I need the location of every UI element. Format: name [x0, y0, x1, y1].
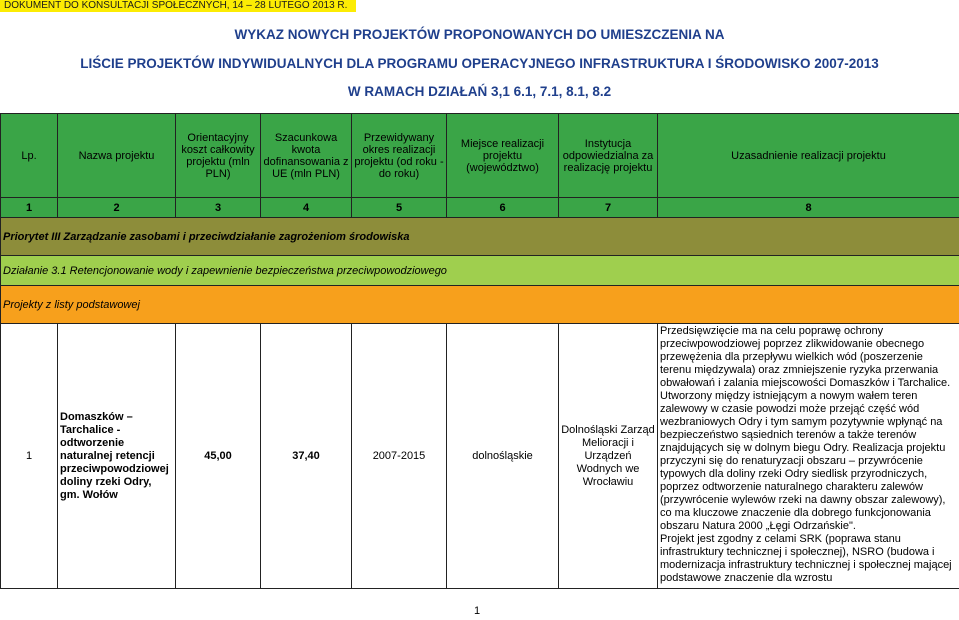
column-number: 6 — [447, 198, 559, 218]
column-number: 1 — [1, 198, 58, 218]
header-justification: Uzasadnienie realizacji projektu — [658, 114, 959, 198]
column-number: 8 — [658, 198, 959, 218]
list-label: Projekty z listy podstawowej — [1, 286, 959, 324]
document-title-line-1: WYKAZ NOWYCH PROJEKTÓW PROPONOWANYCH DO UMIESZCZENIA NA — [234, 27, 725, 42]
priority-row — [1, 218, 959, 256]
header-lp: Lp. — [1, 114, 58, 198]
row-project-name: Domaszków – Tarchalice - odtworzenie naturalnej retencji przeciwpowodziowej doliny rzeki Odry, gm. Wołów — [58, 324, 176, 589]
action-label: Działanie 3.1 Retencjonowanie wody i zapewnienie bezpieczeństwa przeciwpowodziowego — [1, 256, 959, 286]
row-cost: 45,00 — [176, 324, 261, 589]
column-number: 7 — [559, 198, 658, 218]
row-period: 2007-2015 — [352, 324, 447, 589]
row-justification — [658, 324, 959, 589]
justification-paragraph-2: Projekt jest zgodny z celami SRK (poprawa stanu infrastruktury technicznej i społecznej), NSRO (budowa i modernizacja infrastruktury technicznej i społecznej mającej podstawowe znaczenie dla wzrostu — [660, 533, 952, 584]
header-cost: Orientacyjny koszt całkowity projektu (mln PLN) — [176, 114, 261, 198]
column-number: 4 — [261, 198, 352, 218]
page-number: 1 — [474, 605, 481, 617]
list-row — [1, 286, 959, 324]
priority-label: Priorytet III Zarządzanie zasobami i przeciwdziałanie zagrożeniom środowiska — [1, 218, 959, 256]
document-title-line-2: LIŚCIE PROJEKTÓW INDYWIDUALNYCH DLA PROGRAMU OPERACYJNEGO INFRASTRUKTURA I ŚRODOWISKO 2007-2013 — [80, 56, 879, 71]
header-name: Nazwa projektu — [58, 114, 176, 198]
row-lp: 1 — [1, 324, 58, 589]
column-numbers-row — [1, 198, 959, 218]
consultation-note: DOKUMENT DO KONSULTACJI SPOŁECZNYCH, 14 – 28 LUTEGO 2013 R. — [0, 0, 356, 12]
header-funding: Szacunkowa kwota dofinansowania z UE (mln PLN) — [261, 114, 352, 198]
header-period: Przewidywany okres realizacji projektu (od roku - do roku) — [352, 114, 447, 198]
row-funding: 37,40 — [261, 324, 352, 589]
projects-table — [0, 113, 959, 589]
row-place: dolnośląskie — [447, 324, 559, 589]
document-title-line-3: W RAMACH DZIAŁAŃ 3,1 6.1, 7.1, 8.1, 8.2 — [347, 84, 612, 99]
header-place: Miejsce realizacji projektu (województwo) — [447, 114, 559, 198]
table-header-row — [1, 114, 959, 198]
column-number: 5 — [352, 198, 447, 218]
justification-paragraph-1: Przedsięwzięcie ma na celu poprawę ochrony przeciwpowodziowej poprzez zlikwidowanie obecnego przewężenia dla przepływu wielkich wód (poszerzenie terenu międzywala) oraz zmniejszenie ryzyka przerwania obwałowań i zalania miejscowości Domaszków i Tarchalice. Utworzony między istniejącym a nowym wałem teren zalewowy w czasie powodzi może przejąć część wód wezbraniowych Odry i tym samym pozytywnie wpłynąć na bezpieczeństwo sąsiednich terenów a także terenów znajdujących się w dolnym biegu Odry. Realizacja projektu przyczyni się do renaturyzacji obszaru – przywrócenie typowych dla doliny rzeki Odry siedlisk przyrodniczych, poprzez odtworzenie naturalnego charakteru zalewów (przywrócenie wylewów rzeki na dawny obszar zalewowy), co ma kluczowe znaczenie dla dobrego funkcjonowania obszaru Natura 2000 „Łęgi Odrzańskie". — [660, 325, 951, 532]
action-row — [1, 256, 959, 286]
column-number: 3 — [176, 198, 261, 218]
header-institution: Instytucja odpowiedzialna za realizację projektu — [559, 114, 658, 198]
column-number: 2 — [58, 198, 176, 218]
row-institution: Dolnośląski Zarząd Melioracji i Urządzeń Wodnych we Wrocławiu — [559, 324, 658, 589]
table-row — [1, 324, 959, 589]
